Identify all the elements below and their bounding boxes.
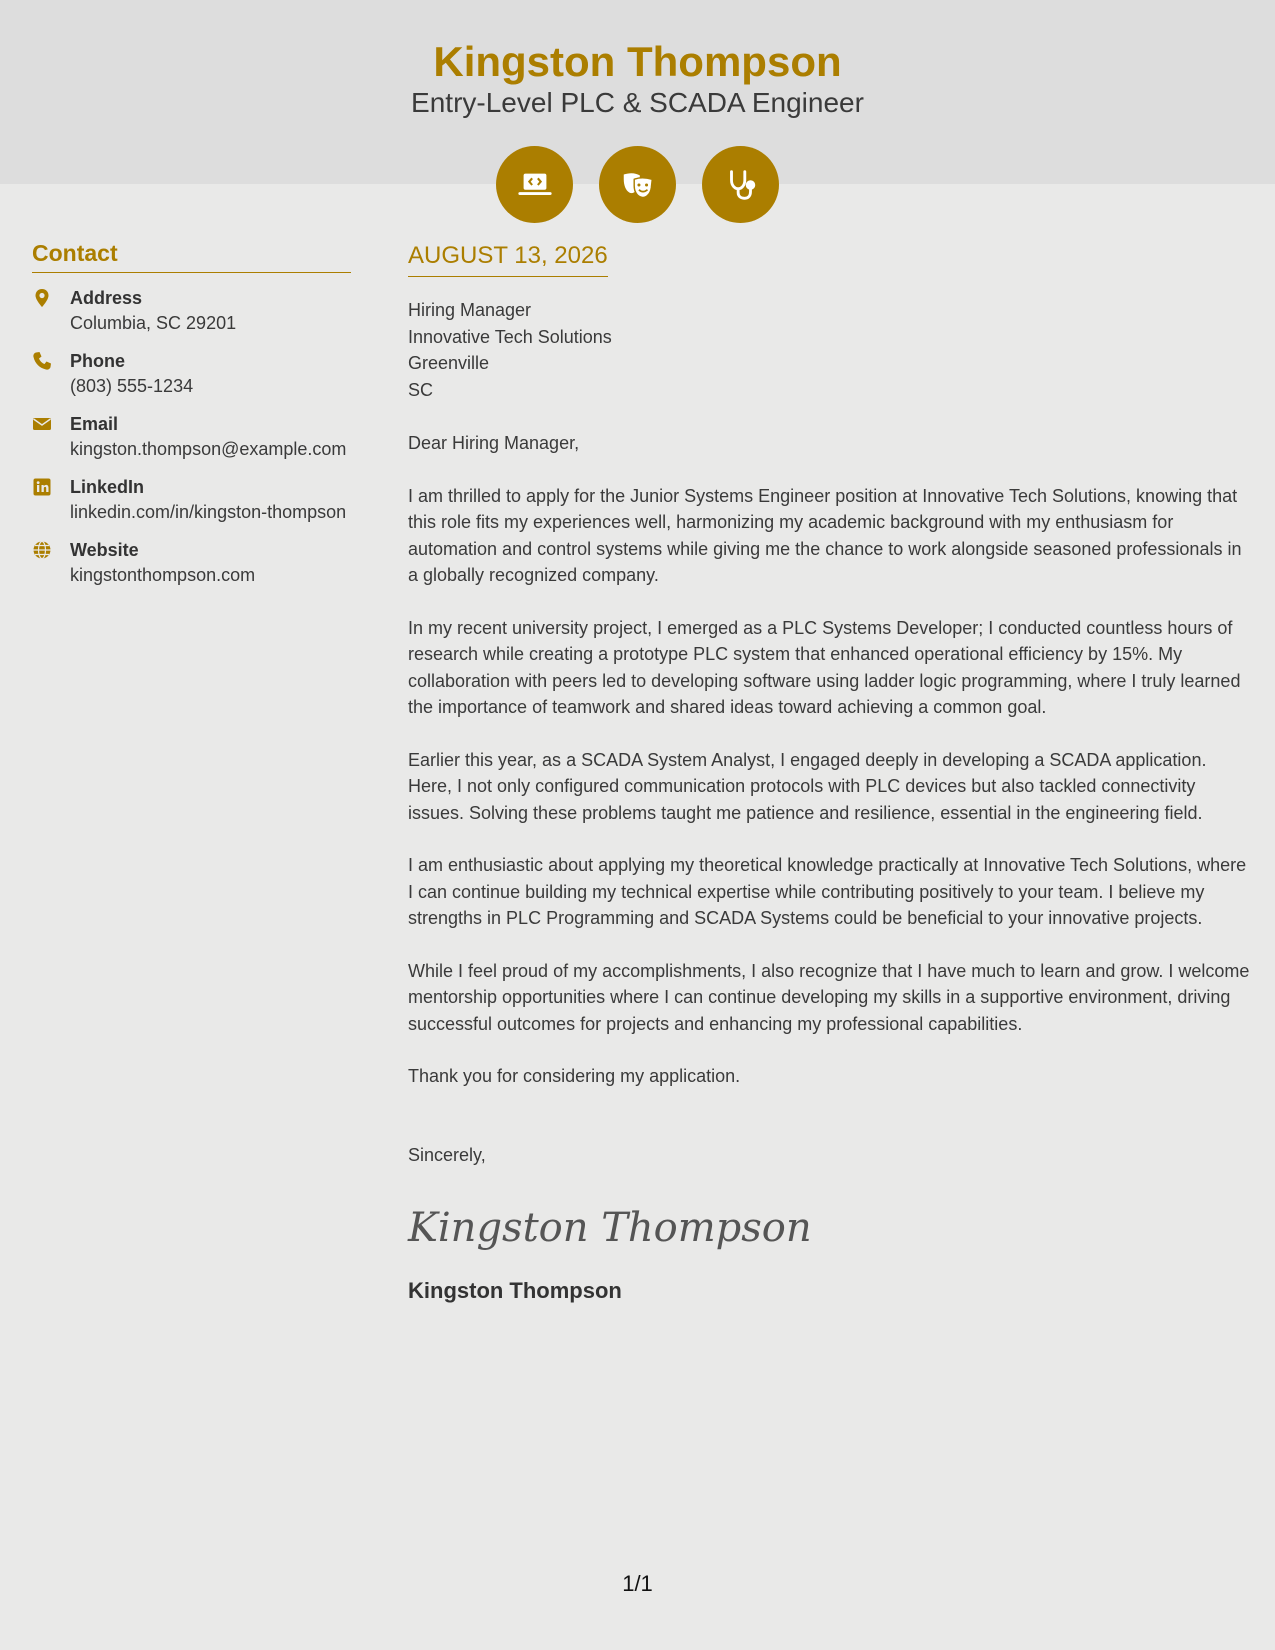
closing: Sincerely, [408,1144,486,1165]
stethoscope-icon [702,146,779,223]
signature: Kingston Thompson [408,1205,812,1251]
candidate-headline: Entry-Level PLC & SCADA Engineer [411,87,864,118]
header-icons [496,146,779,223]
contact-label: Website [70,540,139,560]
letter-date: AUGUST 13, 2026 [408,238,608,277]
contact-label: Phone [70,351,126,371]
contact-label: Address [70,288,143,308]
letter-paragraph: Thank you for considering my application. [408,1066,741,1086]
recipient-line: Greenville [408,353,490,373]
contact-title: Contact [32,238,351,273]
laptop-code-icon [496,146,573,223]
page-number: 1/1 [622,1571,653,1596]
recipient-line: SC [408,379,434,400]
letter-paragraph: Earlier this year, as a SCADA System Analyst, I engaged deeply in developing a SCADA application. Here, I not only configured communication protocols with PLC devices but also tackled connectivity issues. Solving these problems taught me patience and resilience, essential in the engineering field. [408,749,1207,823]
contact-item-linkedin [32,474,351,525]
salutation: Dear Hiring Manager, [408,433,580,453]
signoff-name: Kingston Thompson [408,1278,622,1303]
recipient-line: Innovative Tech Solutions [408,326,612,347]
recipient-line: Hiring Manager [408,300,532,320]
envelope-icon [32,411,70,462]
globe-icon [32,537,70,588]
contact-item-email [32,411,351,462]
recipient-block [408,297,1253,403]
contact-value[interactable]: kingstonthompson.com [70,565,256,585]
contact-label: Email [70,414,119,434]
letter-body [408,238,1253,1306]
contact-label: LinkedIn [70,477,145,497]
contact-value: Columbia, SC 29201 [70,313,237,333]
letter-paragraph: In my recent university project, I emerged as a PLC Systems Developer; I conducted countless hours of research while creating a prototype PLC system that enhanced operational efficiency by 15%. My collaboration with peers led to developing software using ladder logic programming, where I truly learned the importance of teamwork and shared ideas toward achieving a common goal. [408,617,1241,717]
contact-value: (803) 555-1234 [70,376,194,396]
contact-list [32,285,351,588]
letter-paragraph: While I feel proud of my accomplishments, I also recognize that I have much to learn and grow. I welcome mentorship opportunities where I can continue developing my skills in a supportive environment, driving successful outcomes for projects and enhancing my professional capabilities. [408,960,1250,1034]
contact-value[interactable]: linkedin.com/in/kingston-thompson [70,502,347,522]
contact-sidebar [32,238,351,600]
linkedin-icon [32,474,70,525]
contact-value[interactable]: kingston.thompson@example.com [70,439,347,459]
contact-item-website [32,537,351,588]
theater-masks-icon [599,146,676,223]
contact-item-phone [32,348,351,399]
contact-item-address [32,285,351,336]
letter-paragraph: I am enthusiastic about applying my theoretical knowledge practically at Innovative Tech Solutions, where I can continue building my technical expertise while contributing positively to your team. I believe my strengths in PLC Programming and SCADA Systems could be beneficial to your innovative projects. [408,855,1247,928]
candidate-name: Kingston Thompson [433,38,842,85]
map-marker-icon [32,285,70,336]
phone-icon [32,348,70,399]
letter-paragraph: I am thrilled to apply for the Junior Systems Engineer position at Innovative Tech Solutions, knowing that this role fits my experiences well, harmonizing my academic background with my enthusiasm for automation and control systems while giving me the chance to work alongside seasoned professionals in a globally recognized company. [408,485,1242,585]
